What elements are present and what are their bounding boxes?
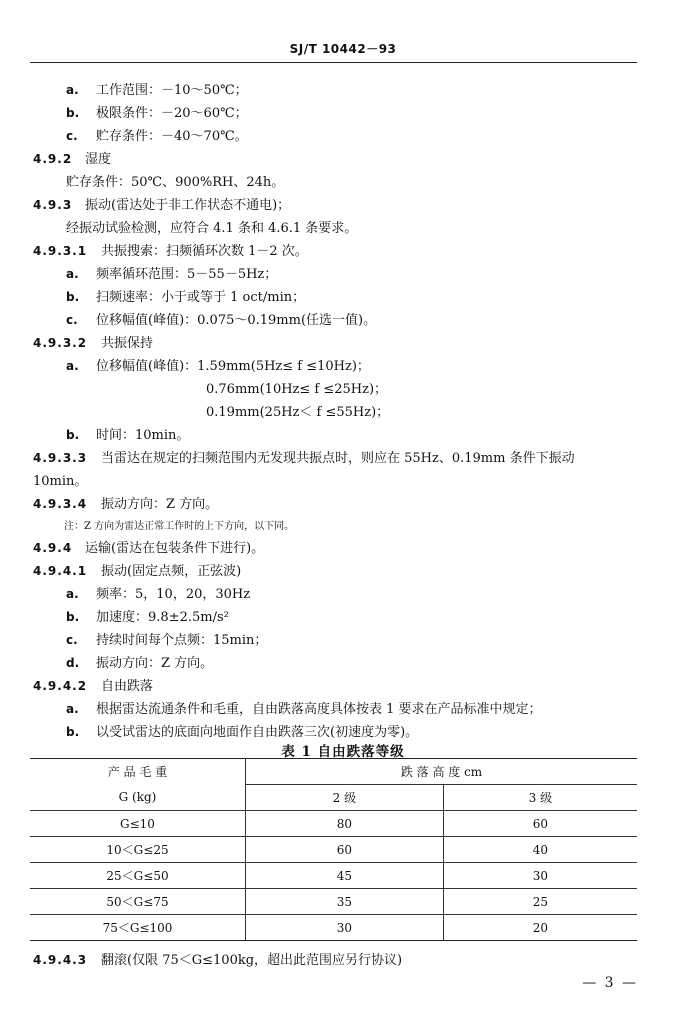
list-item: c. 位移幅值(峰值)：0.075～0.19mm(任选一值)。 [66,313,377,328]
list-item: b. 极限条件：－20～60℃； [66,106,248,121]
list-item: 0.76mm(10Hz≤ f ≤25Hz)； [206,382,388,397]
table-row [30,889,637,915]
section-heading: 4.9.4.1 振动(固定点频，正弦波) [33,564,242,579]
grade3-cell: 60 [443,811,637,837]
table-caption: 表 1 自由跌落等级 [281,744,405,760]
header-grade-3: 3 级 [443,785,637,811]
list-item: c. 贮存条件：－40～70℃。 [66,129,248,144]
list-item: a. 位移幅值(峰值)：1.59mm(5Hz≤ f ≤10Hz)； [66,359,370,374]
grade3-cell: 40 [443,837,637,863]
paragraph: 贮存条件：50℃、900%RH、24h。 [66,175,285,190]
header-weight: 产 品 毛 重 [30,759,246,785]
weight-cell: 75＜G≤100 [30,915,246,941]
grade2-cell: 45 [246,863,444,889]
grade3-cell: 20 [443,915,637,941]
list-item: c. 持续时间每个点频：15min； [66,633,268,648]
list-item: b. 以受试雷达的底面向地面作自由跌落三次(初速度为零)。 [66,725,419,740]
page-number: — 3 — [582,975,638,991]
header-rule [30,62,637,63]
grade3-cell: 30 [443,863,637,889]
weight-cell: 50＜G≤75 [30,889,246,915]
note: 注：Z 方向为雷达正常工作时的上下方向，以下同。 [64,521,295,532]
list-item: a. 工作范围：－10～50℃； [66,83,248,98]
list-item: b. 扫频速率：小于或等于 1 oct/min； [66,290,306,305]
grade2-cell: 35 [246,889,444,915]
list-item: a. 频率：5，10，20，30Hz [66,587,251,602]
list-item: 0.19mm(25Hz＜ f ≤55Hz)； [206,405,390,420]
list-item: b. 时间：10min。 [66,428,190,443]
section-heading: 4.9.4.2 自由跌落 [33,679,154,694]
section-heading: 4.9.3.2 共振保持 [33,336,154,351]
grade2-cell: 60 [246,837,444,863]
header-drop-height: 跌 落 高 度 cm [246,759,638,785]
document-code: SJ/T 10442－93 [289,42,397,56]
grade3-cell: 25 [443,889,637,915]
section-heading: 4.9.3.4 振动方向：Z 方向。 [33,497,219,512]
weight-cell: G≤10 [30,811,246,837]
list-item: a. 根据雷达流通条件和毛重，自由跌落高度具体按表 1 要求在产品标准中规定； [66,702,542,717]
weight-cell: 25＜G≤50 [30,863,246,889]
section-heading: 4.9.3.3 当雷达在规定的扫频范围内无发现共振点时，则应在 55Hz、0.19mm 条件下振动 [33,451,575,466]
paragraph: 经振动试验检测，应符合 4.1 条和 4.6.1 条要求。 [66,221,358,236]
section-heading: 4.9.4.3 翻滚(仅限 75＜G≤100kg，超出此范围应另行协议) [33,953,403,968]
table-row [30,863,637,889]
paragraph: 10min。 [33,474,88,489]
weight-cell: 10＜G≤25 [30,837,246,863]
drop-grade-table [30,758,637,941]
table-row [30,837,637,863]
list-item: d. 振动方向：Z 方向。 [66,656,214,671]
list-item: b. 加速度：9.8±2.5m/s² [66,610,229,625]
table-row [30,915,637,941]
grade2-cell: 80 [246,811,444,837]
header-grade-2: 2 级 [246,785,444,811]
grade2-cell: 30 [246,915,444,941]
section-heading: 4.9.4 运输(雷达在包装条件下进行)。 [33,541,265,556]
section-heading: 4.9.2 湿度 [33,152,112,167]
list-item: a. 频率循环范围：5－55－5Hz； [66,267,278,282]
section-heading: 4.9.3 振动(雷达处于非工作状态不通电)； [33,198,291,213]
table-row [30,811,637,837]
section-heading: 4.9.3.1 共振搜索：扫频循环次数 1－2 次。 [33,244,308,259]
header-weight-unit: G (kg) [30,785,246,811]
